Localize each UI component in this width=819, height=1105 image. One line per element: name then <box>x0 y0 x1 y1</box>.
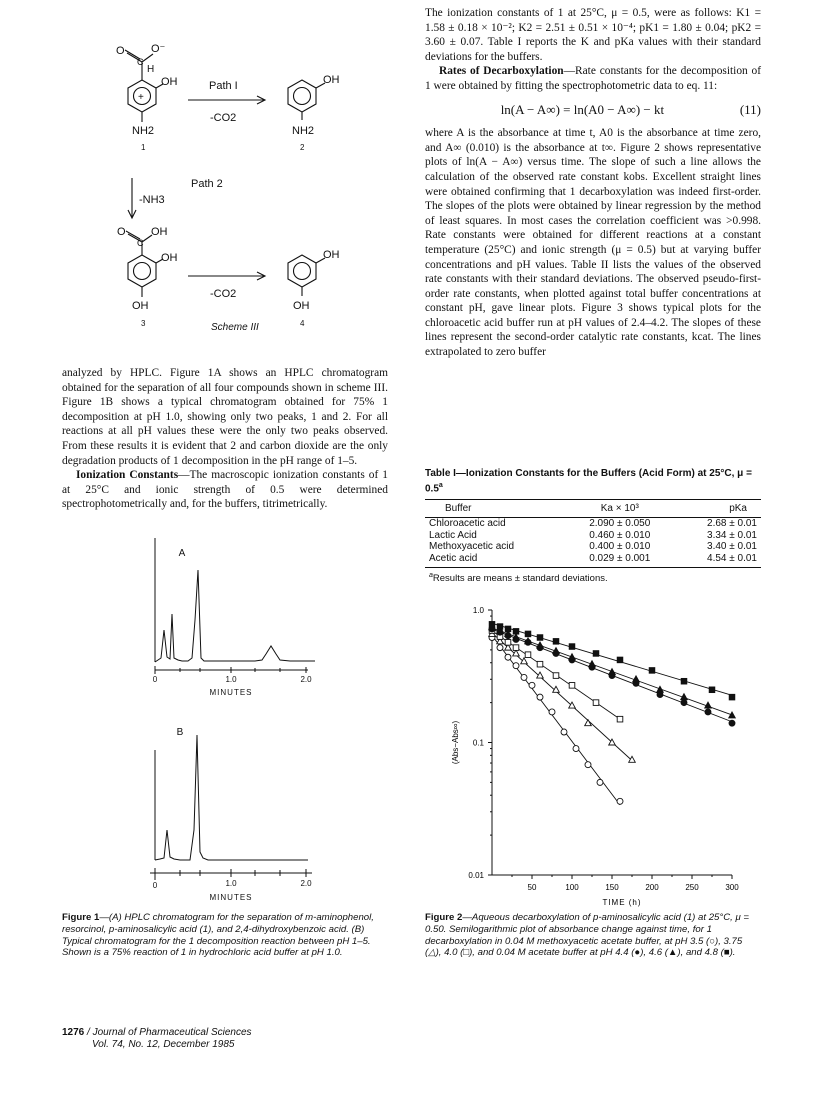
equation-number: (11) <box>739 101 761 117</box>
y-tick-label: 0.01 <box>468 871 484 880</box>
figure-2-caption-head: Figure 2 <box>425 912 463 923</box>
x-tick-label: 100 <box>565 883 579 892</box>
atom-nh2-2: NH2 <box>292 125 315 137</box>
data-point <box>513 663 519 669</box>
fig1-label-b: B <box>176 727 184 738</box>
table-header-pka: pKa <box>672 500 761 518</box>
x-tick-label: 150 <box>605 883 619 892</box>
fig1-xlabel-b: MINUTES <box>209 893 253 902</box>
figure-2-chart <box>440 595 750 915</box>
data-point <box>489 621 495 627</box>
compound-number-3: 3 <box>141 319 146 328</box>
fig1-tick-1-b: 1.0 <box>225 879 237 888</box>
table-1-title: Table I—Ionization Constants for the Buffers (Acid Form) at 25°C, μ = 0.5 <box>425 468 752 495</box>
data-point <box>629 756 636 762</box>
data-point <box>729 712 736 718</box>
data-point <box>573 746 579 752</box>
data-point <box>549 709 555 715</box>
journal-volume: Vol. 74, No. 12, December 1985 <box>92 1039 235 1050</box>
atom-oh-3: OH <box>161 252 178 264</box>
chromatogram-a-trace <box>155 570 315 662</box>
atom-nh2-1: NH2 <box>132 125 155 137</box>
equation-11: ln(A − A∞) = ln(A0 − A∞) − kt <box>500 101 665 117</box>
table-header-buffer: Buffer <box>425 500 567 518</box>
fig1-xlabel-a: MINUTES <box>209 688 253 697</box>
fig1-label-a: A <box>178 548 186 559</box>
bottom-co2: -CO2 <box>210 288 237 300</box>
data-point <box>537 635 543 641</box>
table-1-grid <box>425 499 761 568</box>
table-row <box>425 541 761 552</box>
table-cell: Methoxyacetic acid <box>429 541 515 553</box>
table-cell: Lactic Acid <box>429 529 477 541</box>
left-paragraph-1: analyzed by HPLC. Figure 1A shows an HPLC chromatogram obtained for the separation of all four compounds shown in scheme III. Figure 1B shows a typical chromatogram obtained for 75% 1 decomposition at pH 1.0, showing only two peaks, 1 and 2. For all reactions at all pH values these were the only two peaks observed. From these results it is evident that 2 and carbon dioxide are the only degradation products of 1 decomposition in the pH range of 1–5. <box>62 367 388 467</box>
data-point <box>569 702 576 708</box>
page-number: 1276 <box>62 1027 85 1038</box>
data-point <box>609 669 616 675</box>
atom-oh-1: OH <box>161 76 178 88</box>
data-point <box>521 658 528 664</box>
scheme-caption: Scheme III <box>211 322 259 333</box>
table-1-footnote: Results are means ± standard deviations. <box>432 573 608 585</box>
table-cell: 2.090 ± 0.050 <box>589 518 651 530</box>
data-point <box>561 729 567 735</box>
table-cell: 3.40 ± 0.01 <box>707 541 757 553</box>
data-point <box>497 624 503 630</box>
table-header-ka: Ka × 10³ <box>567 500 672 518</box>
data-point <box>553 639 559 645</box>
data-point <box>513 629 519 635</box>
figure-1-caption-text: —(A) HPLC chromatogram for the separation of m-aminophenol, resorcinol, p-aminosalicylic acid (1), and 2,4-dihydroxybenzoic acid. (B) Typical chromatogram for the 1 decomposition reaction between pH 1–5. Shown is a 75% reaction of 1 in hydrochloric acid buffer at pH 1.0. <box>62 912 374 959</box>
figure-1-caption-head: Figure 1 <box>62 912 100 923</box>
right-column-text <box>425 6 761 360</box>
data-point <box>593 651 599 657</box>
right-paragraph-2: —Rate constants for the decomposition of 1 were obtained by fitting the spectrophotometric data to eq. 11: <box>425 65 762 92</box>
data-point <box>505 654 511 660</box>
data-point <box>505 626 511 632</box>
ring-3 <box>128 255 156 287</box>
data-point <box>569 654 576 660</box>
table-cell: 0.460 ± 0.010 <box>589 529 651 541</box>
figure-2-caption <box>425 912 761 959</box>
path1-co2: -CO2 <box>210 112 237 124</box>
compound-number-1: 1 <box>141 143 146 152</box>
compound-number-2: 2 <box>300 143 305 152</box>
data-point <box>569 683 575 689</box>
ring-4 <box>288 255 316 287</box>
data-point <box>521 674 527 680</box>
atom-o-3: O <box>117 226 126 238</box>
path1-label: Path I <box>209 80 238 92</box>
data-point <box>593 700 599 706</box>
atom-oh-2: OH <box>323 74 340 86</box>
data-point <box>617 716 623 722</box>
atom-o-minus: O⁻ <box>151 43 166 55</box>
data-point <box>513 645 519 651</box>
atom-o: O <box>116 45 125 57</box>
left-column-text <box>62 366 388 512</box>
scheme-diagram <box>95 10 395 345</box>
fig1-tick-2-a: 2.0 <box>300 675 312 684</box>
atom-oh-3b: OH <box>132 300 149 312</box>
y-tick-label: 0.1 <box>472 738 484 748</box>
data-point <box>537 661 543 667</box>
x-tick-label: 50 <box>527 883 537 892</box>
figure-2-caption-text: —Aqueous decarboxylation of p-aminosalicylic acid (1) at 25°C, μ = 0.50. Semilogarithmic plot of absorbance change against time, for 1 decarboxylation in 0.04 M methoxyacetic acetate buffer, at pH 3.5 (○), 3.75 (△), 4.0 (□), and 0.04 M acetate buffer at pH 4.4 (●), 4.6 (▲), and 4.8 (■). <box>425 912 749 959</box>
table-1-title-mark: a <box>438 482 443 489</box>
data-point <box>497 645 503 651</box>
data-point <box>729 720 735 726</box>
table-cell: Acetic acid <box>425 553 567 568</box>
data-point <box>537 694 543 700</box>
atom-oh-acid-3: OH <box>151 226 168 238</box>
rates-heading: Rates of Decarboxylation <box>439 65 564 78</box>
data-point <box>597 779 603 785</box>
fig1-tick-1-a: 1.0 <box>225 675 237 684</box>
fig1-tick-0-a: 0 <box>152 675 158 684</box>
y-axis-label: (Abs−Abs∞) <box>451 720 460 765</box>
data-point <box>705 709 711 715</box>
x-tick-label: 200 <box>645 883 659 892</box>
right-paragraph-3: where A is the absorbance at time t, A0 is the absorbance at time zero, and A∞ (0.010) is the absorbance at t∞. Figure 2 shows representative plots of ln(A − A∞) versus time. The slope of such a line allows the calculation of the observed rate constant kobs. Excellent straight lines were obtained confirming that 1 decarboxylation was indeed first-order. The slopes of the plots were obtained by linear regression by the method of least squares. In most cases the correlation coefficient was >0.998. Rate constants were obtained for different reactions at a constant temperature (25°C) and ionic strength (μ = 0.5) but at varying buffer concentrations and pH values. Table II lists the values of the observed rate constants with their standard deviations. The observed pseudo-first-order rate constants, when plotted against total buffer concentrations at constant pH, gave linear plots. Figure 3 shows typical plots for the chloroacetic acid buffer run at pH values of 2.4–4.2. The slopes of these lines represent the second-order catalytic rate constants, kcat. The lines extrapolated to zero buffer <box>425 127 761 359</box>
data-point <box>617 798 623 804</box>
atom-oh-4: OH <box>323 249 340 261</box>
atom-h: H <box>147 64 155 75</box>
table-cell: 3.34 ± 0.01 <box>707 529 757 541</box>
atom-oh-4b: OH <box>293 300 310 312</box>
x-tick-label: 300 <box>725 883 739 892</box>
data-point <box>649 668 655 674</box>
data-point <box>633 676 640 682</box>
compound-number-4: 4 <box>300 319 305 328</box>
figure-1 <box>140 530 330 910</box>
table-1-footnote-mark: a <box>429 571 433 579</box>
data-point <box>681 678 687 684</box>
fig1-tick-0-b: 0 <box>152 881 158 890</box>
data-point <box>553 673 559 679</box>
x-tick-label: 250 <box>685 883 699 892</box>
data-point <box>505 640 511 646</box>
figure-1-caption <box>62 912 392 959</box>
x-axis-label: TIME (h) <box>602 898 642 907</box>
fig1-tick-2-b: 2.0 <box>300 879 312 888</box>
table-cell: 0.400 ± 0.010 <box>589 541 651 553</box>
atom-c-3: C <box>137 238 144 248</box>
table-row <box>425 553 761 568</box>
data-point <box>729 694 735 700</box>
data-point <box>681 700 687 706</box>
data-point <box>525 652 531 658</box>
table-1 <box>425 468 761 584</box>
data-point <box>585 762 591 768</box>
ring-2 <box>288 80 316 112</box>
y-tick-label: 1.0 <box>472 606 484 615</box>
ionization-heading: Ionization Constants <box>76 469 179 482</box>
path2-nh3: -NH3 <box>139 194 165 206</box>
table-row <box>425 518 761 530</box>
journal-name: / Journal of Pharmaceutical Sciences <box>84 1027 252 1038</box>
data-point <box>525 631 531 637</box>
table-cell: 2.68 ± 0.01 <box>707 518 757 530</box>
table-1-footnote-block <box>425 572 761 584</box>
data-point <box>709 687 715 693</box>
data-point <box>529 682 535 688</box>
table-cell: 0.029 ± 0.001 <box>567 553 672 568</box>
table-1-title-block <box>425 468 761 495</box>
table-row <box>425 530 761 541</box>
data-point <box>569 644 575 650</box>
equation-row <box>425 103 761 118</box>
data-point <box>617 657 623 663</box>
left-paragraph-2: —The macroscopic ionization constants of 1 at 25°C and ionic strength of 0.5 were determined spectrophotometrically and, for the buffers, titrimetrically. <box>62 469 388 511</box>
table-cell: Chloroacetic acid <box>429 518 506 530</box>
plus-sign: + <box>138 92 144 103</box>
page-footer <box>62 1027 252 1051</box>
chromatogram-b-trace <box>155 735 308 860</box>
atom-c: C <box>137 57 144 67</box>
path2-label: Path 2 <box>191 178 223 190</box>
table-cell: 4.54 ± 0.01 <box>672 553 761 568</box>
right-paragraph-1: The ionization constants of 1 at 25°C, μ = 0.5, were as follows: K1 = 1.58 ± 0.18 × 10⁻²; K2 = 2.51 ± 0.51 × 10⁻⁴; pK1 = 1.80 ± 0.04; pK2 = 3.60 ± 0.07. Table I reports the K and pKa values with their standard deviations for the buffers. <box>425 7 761 63</box>
